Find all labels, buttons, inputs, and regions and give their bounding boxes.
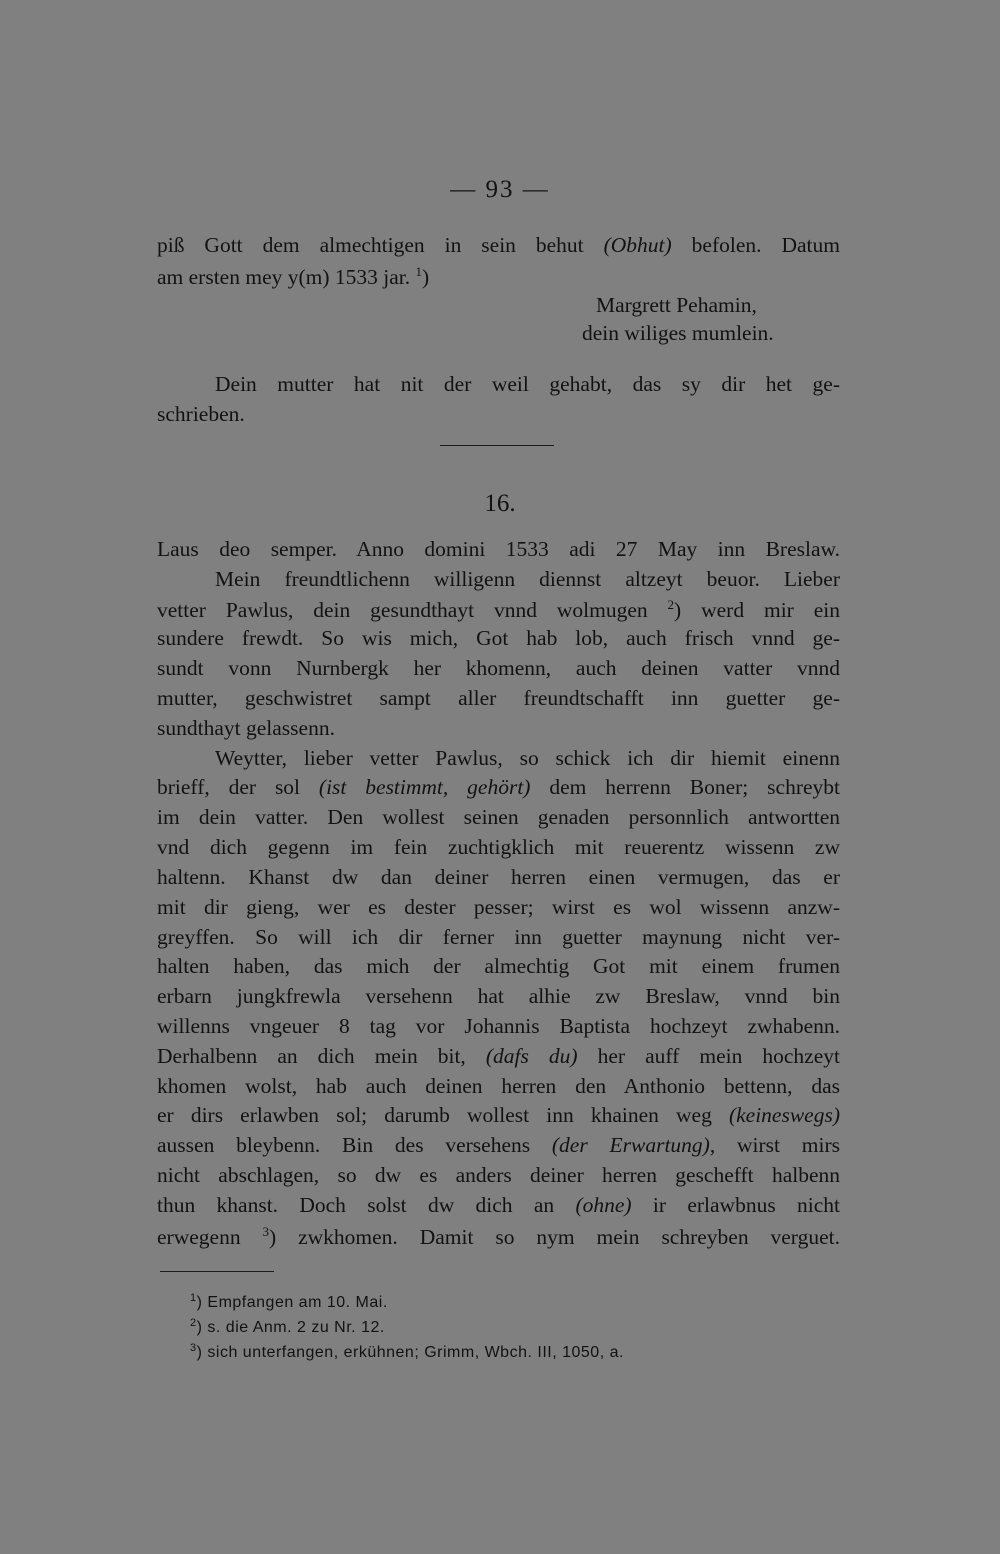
- footnote-ref: 2: [667, 597, 675, 612]
- editorial-gloss: (dafs du): [485, 1044, 578, 1068]
- text-line: aussen bleybenn. Bin des versehens (der Erwartung), wirst mirs: [157, 1133, 840, 1157]
- footnote: $^3$) sich unterfangen, erkühnen; Grimm, Wbch. III, 1050, a.: [190, 1342, 624, 1361]
- footnote-mark: 1: [190, 1292, 197, 1304]
- text-line: greyffen. So will ich dir ferner inn guetter maynung nicht ver-: [157, 925, 840, 949]
- text-line: nicht abschlagen, so dw es anders deiner herren geschefft halbenn: [157, 1163, 840, 1187]
- editorial-gloss: (ohne): [575, 1193, 632, 1217]
- text-line: sundere frewdt. So wis mich, Got hab lob, auch frisch vnnd ge-: [157, 626, 840, 650]
- footnote-mark: 3: [190, 1342, 197, 1354]
- section-divider: [440, 445, 554, 446]
- footnote-mark: 2: [190, 1317, 197, 1329]
- text-line: im dein vatter. Den wollest seinen genaden personnlich antwortten: [157, 805, 840, 829]
- text-line: willenns vngeuer 8 tag vor Johannis Baptista hochzeyt zwhabenn.: [157, 1014, 840, 1038]
- text-line: piß Gott dem almechtigen in sein behut (Obhut) befolen. Datum: [157, 233, 840, 257]
- editorial-gloss: (keineswegs): [728, 1103, 840, 1127]
- footnote-ref: 3: [262, 1224, 269, 1239]
- text-line: erwegenn $^3$) zwkhomen. Damit so nym mein schreyben verguet.: [157, 1224, 840, 1249]
- editorial-gloss: (Obhut): [603, 233, 672, 257]
- text-line: thun khanst. Doch solst dw dich an (ohne) ir erlawbnus nicht: [157, 1193, 840, 1217]
- signature-name: Margrett Pehamin,: [596, 293, 757, 317]
- text-line: mit dir gieng, wer es dester pesser; wirst es wol wissenn anzw-: [157, 895, 840, 919]
- text-line: sundthayt gelassenn.: [157, 716, 335, 740]
- text-line: am ersten mey y(m) 1533 jar. $^1$): [157, 264, 430, 289]
- signature-closing: dein wiliges mumlein.: [582, 321, 774, 345]
- text-line: er dirs erlawben sol; darumb wollest inn khainen weg (keineswegs): [157, 1103, 840, 1127]
- postscript-line: Dein mutter hat nit der weil gehabt, das sy dir het ge-: [215, 372, 840, 396]
- text-line: Derhalbenn an dich mein bit, (dafs du) her auff mein hochzeyt: [157, 1044, 840, 1068]
- text-line: mutter, geschwistret sampt aller freundtschafft inn guetter ge-: [157, 686, 840, 710]
- text-line: haltenn. Khanst dw dan deiner herren einen vermugen, das er: [157, 865, 840, 889]
- text-line: vetter Pawlus, dein gesundthayt vnnd wolmugen $^2$) werd mir ein: [157, 597, 840, 622]
- text-line: khomen wolst, hab auch deinen herren den Anthonio bettenn, das: [157, 1074, 840, 1098]
- postscript-line: schrieben.: [157, 402, 245, 426]
- text-line: vnd dich gegenn im fein zuchtigklich mit reuerentz wissenn zw: [157, 835, 840, 859]
- text-line: Weytter, lieber vetter Pawlus, so schick ich dir hiemit einenn: [215, 746, 840, 770]
- footnote-ref: 1: [415, 264, 423, 279]
- editorial-gloss: (ist bestimmt, gehört): [318, 775, 531, 799]
- text-line: Mein freundtlichenn willigenn diennst altzeyt beuor. Lieber: [215, 567, 840, 591]
- footnote: $^1$) Empfangen am 10. Mai.: [190, 1292, 388, 1311]
- text-line: Laus deo semper. Anno domini 1533 adi 27 May inn Breslaw.: [157, 537, 840, 561]
- text-line: halten haben, das mich der almechtig Got mit einem frumen: [157, 954, 840, 978]
- letter-number-heading: 16.: [484, 490, 516, 517]
- page-number: — 93 —: [450, 176, 550, 203]
- text-line: sundt vonn Nurnbergk her khomenn, auch deinen vatter vnnd: [157, 656, 840, 680]
- footnote-divider: [160, 1271, 274, 1272]
- text-line: brieff, der sol (ist bestimmt, gehört) dem herrenn Boner; schreybt: [157, 775, 840, 799]
- text-line: erbarn jungkfrewla versehenn hat alhie zw Breslaw, vnnd bin: [157, 984, 840, 1008]
- editorial-gloss: (der Erwartung): [551, 1133, 710, 1157]
- footnote: $^2$) s. die Anm. 2 zu Nr. 12.: [190, 1317, 385, 1336]
